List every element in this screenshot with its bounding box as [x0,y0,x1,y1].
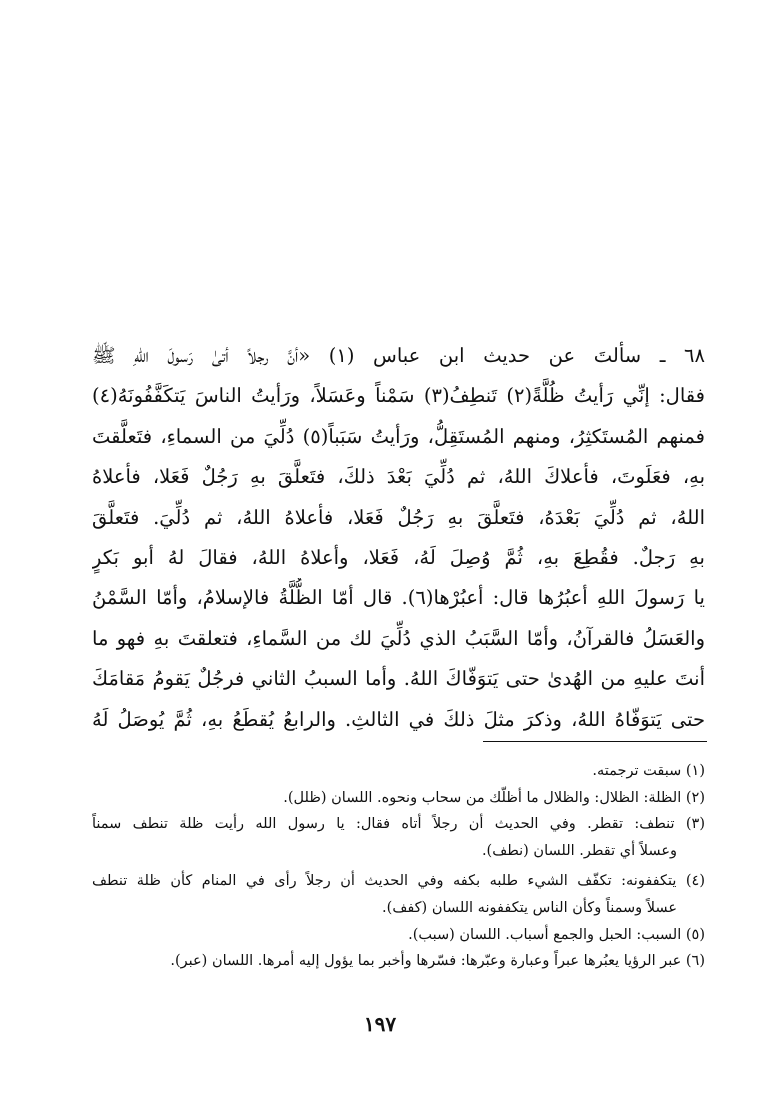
body-line-8: والعَسَلُ فالقرآنُ، وأمّا السَّبَبُ الذي دُلِّيَ لك من السَّماءِ، فتعلقتَ بهِ فهو ما [92,626,705,650]
body-line-10: حتى يَتوَفّاهُ اللهُ، وذكرَ مثلَ ذلكَ في الثالثِ. والرابعُ يُقطَعُ بهِ، ثُمَّ يُوصَلُ لَهُ [92,707,705,731]
footnote-4: (٤) يتكففونه: تكفّف الشيء طلبه بكفه وفي الحديث أن رجلاً رأى في المنام كأن ظلة تنطف [92,873,705,890]
footnotes-block [92,758,705,975]
footnote-separator [483,741,707,742]
page-number: ١٩٧ [363,1012,397,1036]
body-line-1: ٦٨ ـ سألتَ عن حديث ابن عباس (١) «أنَّ رجلاً أتىٰ رَسولَ اللهِ ﷺ [92,344,705,367]
body-line-7: يا رَسولَ اللهِ أعبُرُها قال: أعبُرْها(٦). قال أمّا الظُّلَّةُ فالإسلامُ، وأمّا السَّمْنُ [92,586,705,610]
body-line-9: أنتَ عليهِ من الهُدىٰ حتى يَتوَفّاكَ اللهُ. وأما السببُ الثاني فرجُلٌ يَقومُ مَقامَكَ [92,667,705,691]
body-line-5: اللهُ، ثم دُلِّيَ بَعْدَهُ، فتَعلَّقَ بهِ رَجُلٌ فَعَلا، فأعلاهُ اللهُ، ثم دُلِّيَ. فتَعلَّقَ [92,505,705,529]
body-line-6: بهِ رَجلٌ. فقُطِعَ بهِ، ثُمَّ وُصِلَ لَهُ، فَعَلا، وأعلاهُ اللهُ، فقالَ لهُ أبو بَكرٍ [92,545,705,569]
body-line-2: فقال: إنِّي رَأيتُ ظُلَّةً(٢) تَنطِفُ(٣) سَمْناً وعَسَلاً، ورَأيتُ الناسَ يَتكَفَّفُونَهُ(٤) [92,384,705,408]
footnote-6: (٦) عبر الرؤيا يعبُرها عبراً وعبارة وعبّرها: فسّرها وأخبر بما يؤول إليه أمرها. اللسان (عبر). [170,953,705,970]
footnote-5: (٥) السبب: الحبل والجمع أسباب. اللسان (سبب). [408,926,705,943]
footnote-4-continuation: عسلاً وسمناً وكأن الناس يتكففونه اللسان (كفف). [382,899,677,916]
main-text-block [92,336,705,740]
footnote-2: (٢) الظلة: الظلال: والظلال ما أظلّك من سحاب ونحوه. اللسان (ظلل). [283,789,705,806]
body-line-3: فمنهم المُستَكثِرُ، ومنهم المُستَقِلُّ، ورَأيتُ سَبَباً(٥) دُلِّيَ من السماءِ، فتَعلَّقتَ [92,424,705,448]
footnote-1: (١) سبقت ترجمته. [592,763,705,779]
body-line-4: بهِ، فعَلَوتَ، فأعلاكَ اللهُ، ثم دُلِّيَ بَعْدَ ذلكَ، فتَعلَّقَ بهِ رَجُلٌ فَعَلا، فأعلاهُ [92,465,705,489]
footnote-3-continuation: وعسلاً أي تقطر. اللسان (نطف). [481,842,677,859]
footnote-3: (٣) تنطف: تقطر. وفي الحديث أن رجلاً أتاه فقال: يا رسول الله رأيت ظلة تنطف سمناً [92,816,705,833]
